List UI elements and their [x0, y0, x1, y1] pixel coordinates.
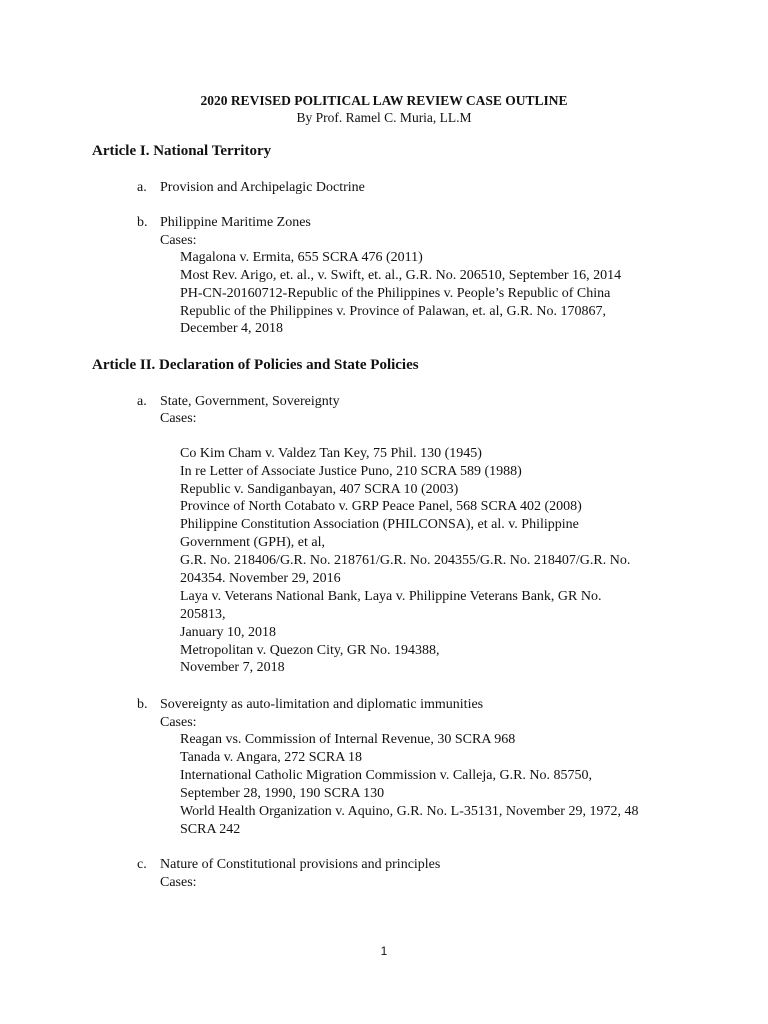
case-item: Government (GPH), et al, [180, 535, 326, 550]
article-2-b-label: Sovereignty as auto-limitation and diplomatic immunities [160, 697, 484, 712]
case-item: December 4, 2018 [180, 321, 284, 336]
article-1-b-label: Philippine Maritime Zones [160, 215, 311, 230]
case-item: Republic v. Sandiganbayan, 407 SCRA 10 (2003) [180, 482, 459, 497]
article-1-heading: Article I. National Territory [92, 143, 272, 159]
article-2-a-label: State, Government, Sovereignty [160, 394, 340, 409]
case-item: Republic of the Philippines v. Province of Palawan, et. al, G.R. No. 170867, [180, 304, 607, 319]
case-item: Reagan vs. Commission of Internal Revenue, 30 SCRA 968 [180, 732, 516, 747]
case-item: PH-CN-20160712-Republic of the Philippines v. People’s Republic of China [180, 286, 611, 301]
case-item: SCRA 242 [180, 822, 241, 837]
case-item: World Health Organization v. Aquino, G.R. No. L-35131, November 29, 1972, 48 [180, 804, 639, 819]
article-2-a-marker: a. [137, 394, 147, 409]
case-item: International Catholic Migration Commission v. Calleja, G.R. No. 85750, [180, 768, 593, 783]
case-item: Laya v. Veterans National Bank, Laya v. Philippine Veterans Bank, GR No. [180, 589, 602, 604]
article-2-b-cases-label: Cases: [160, 715, 197, 730]
case-item: 205813, [180, 607, 226, 622]
case-item: November 7, 2018 [180, 660, 285, 675]
document-author: By Prof. Ramel C. Muria, LL.M [296, 110, 472, 125]
article-2-c-marker: c. [137, 857, 147, 872]
article-1-a-marker: a. [137, 180, 147, 195]
article-2-c-cases-label: Cases: [160, 875, 197, 890]
article-2-heading: Article II. Declaration of Policies and State Policies [92, 357, 419, 373]
article-1-b-marker: b. [137, 215, 148, 230]
case-item: Magalona v. Ermita, 655 SCRA 476 (2011) [180, 250, 423, 265]
document-title: 2020 REVISED POLITICAL LAW REVIEW CASE OUTLINE [200, 93, 568, 108]
article-2-a-cases-label: Cases: [160, 411, 197, 426]
article-1-a-label: Provision and Archipelagic Doctrine [160, 180, 365, 195]
case-item: Most Rev. Arigo, et. al., v. Swift, et. al., G.R. No. 206510, September 16, 2014 [180, 268, 622, 283]
case-item: Philippine Constitution Association (PHILCONSA), et al. v. Philippine [180, 517, 579, 532]
page-number: 1 [380, 944, 388, 958]
case-item: Metropolitan v. Quezon City, GR No. 194388, [180, 643, 440, 658]
case-item: In re Letter of Associate Justice Puno, 210 SCRA 589 (1988) [180, 464, 522, 479]
case-item: September 28, 1990, 190 SCRA 130 [180, 786, 385, 801]
article-1-b-cases-label: Cases: [160, 233, 197, 248]
article-2-c-label: Nature of Constitutional provisions and principles [160, 857, 441, 872]
case-item: Province of North Cotabato v. GRP Peace Panel, 568 SCRA 402 (2008) [180, 499, 582, 514]
case-item: January 10, 2018 [180, 625, 277, 640]
article-2-b-marker: b. [137, 697, 148, 712]
case-item: Co Kim Cham v. Valdez Tan Key, 75 Phil. 130 (1945) [180, 446, 482, 461]
case-item: G.R. No. 218406/G.R. No. 218761/G.R. No. 204355/G.R. No. 218407/G.R. No. [180, 553, 631, 568]
case-item: 204354. November 29, 2016 [180, 571, 341, 586]
case-item: Tanada v. Angara, 272 SCRA 18 [180, 750, 363, 765]
